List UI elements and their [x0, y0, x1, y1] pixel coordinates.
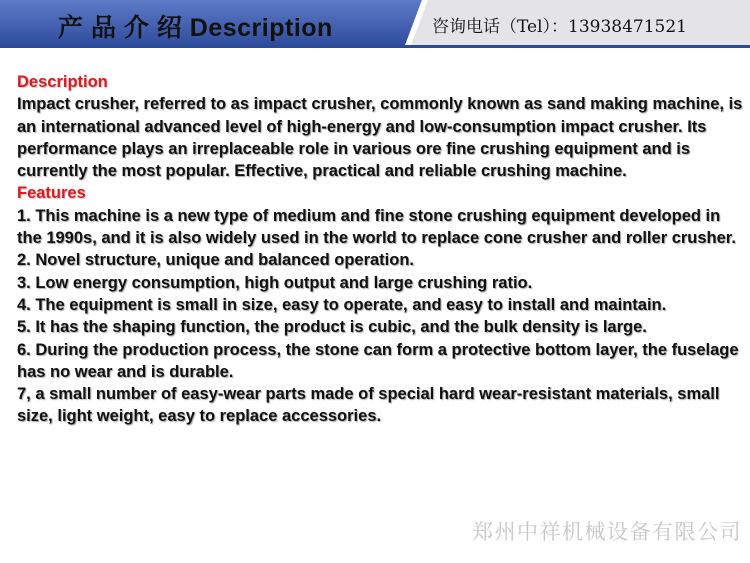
feature-item-7: 7, a small number of easy-wear parts made of special hard wear-resistant materials, small size, light weight, easy to replace accessories.: [17, 385, 720, 426]
description-heading: Description: [17, 73, 108, 91]
company-watermark: 郑州中祥机械设备有限公司: [472, 520, 742, 544]
header-banner: [0, 0, 750, 48]
description-text: Impact crusher, referred to as impact crusher, commonly known as sand making machine, is an international advanced level of high-energy and low-consumption impact crusher. Its performance plays an irreplaceable role in various ore fine crushing equipment and is currently the most popular. Effective, practical and reliable crushing machine.: [17, 95, 743, 181]
contact-phone: 咨询电话（Tel）：13938471521: [432, 17, 687, 37]
feature-item-4: 4. The equipment is small in size, easy to operate, and easy to install and maintain.: [17, 295, 667, 314]
feature-item-3: 3. Low energy consumption, high output and large crushing ratio.: [17, 273, 533, 292]
feature-item-6: 6. During the production process, the stone can form a protective bottom layer, the fuselage has no wear and is durable.: [17, 340, 739, 381]
feature-item-2: 2. Novel structure, unique and balanced operation.: [17, 251, 414, 270]
feature-item-1: 1. This machine is a new type of medium and fine stone crushing equipment developed in the 1990s, and it is also widely used in the world to replace cone crusher and roller crusher.: [17, 206, 736, 248]
header-underline: [0, 45, 750, 48]
page-title: 产 品 介 绍 Description: [58, 14, 333, 42]
features-heading: Features: [17, 184, 86, 203]
feature-item-5: 5. It has the shaping function, the product is cubic, and the bulk density is large.: [17, 318, 647, 337]
product-description-section: [17, 71, 743, 428]
